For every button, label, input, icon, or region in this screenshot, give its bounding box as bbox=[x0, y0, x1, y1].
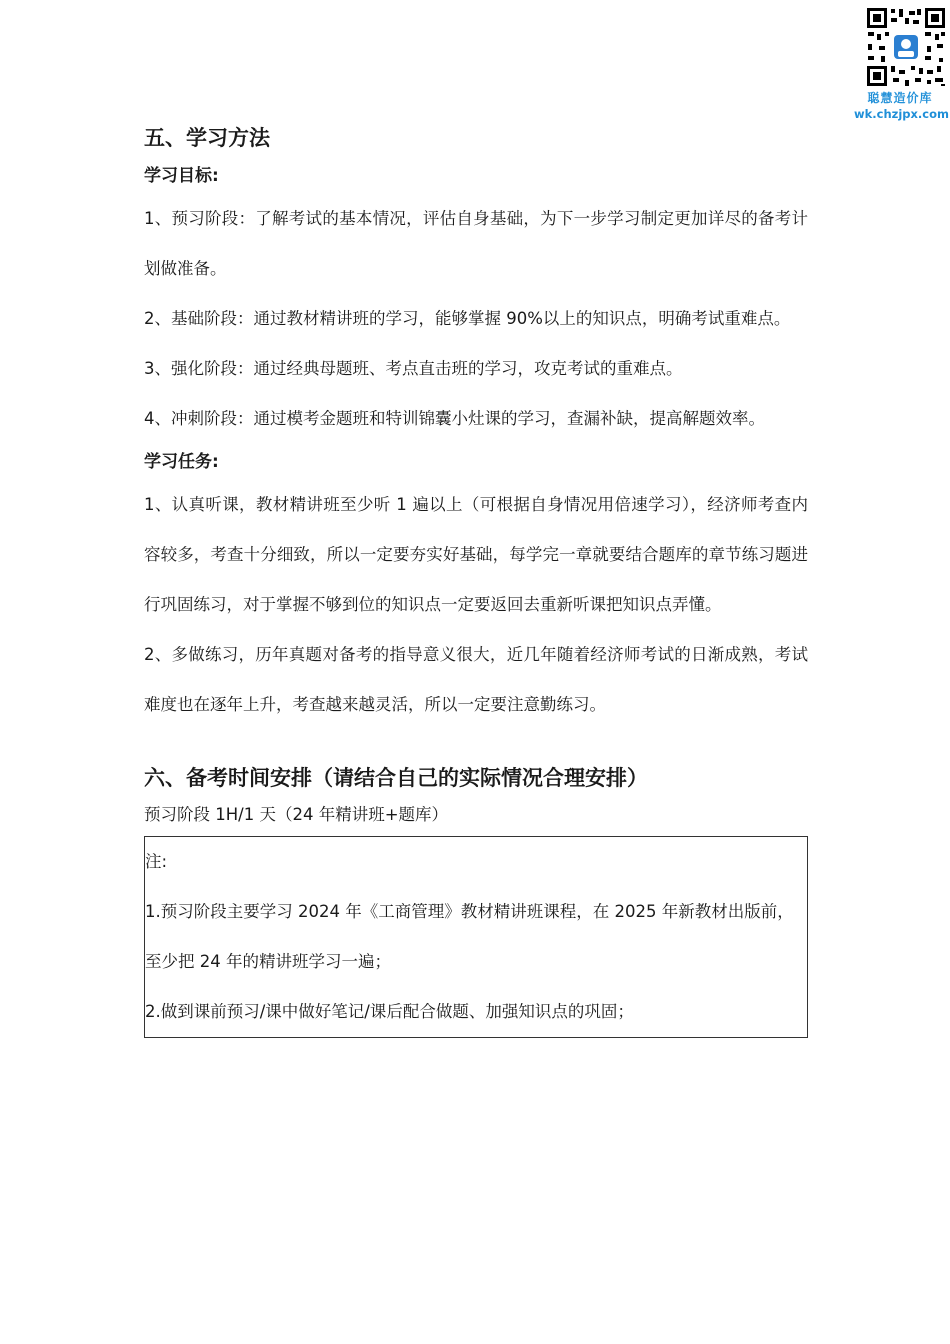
note-box bbox=[144, 836, 808, 1038]
tasks-heading: 学习任务: bbox=[144, 452, 219, 472]
goals-heading: 学习目标: bbox=[144, 166, 219, 186]
section-6-title: 六、备考时间安排（请结合自己的实际情况合理安排） bbox=[144, 766, 648, 790]
goal-item-3: 3、强化阶段：通过经典母题班、考点直击班的学习，攻克考试的重难点。 bbox=[144, 359, 683, 378]
note-item-1: 1.预习阶段主要学习 2024 年《工商管理》教材精讲班课程，在 2025 年新教材出版前，至少把 24 年的精讲班学习一遍； bbox=[145, 902, 794, 971]
task-item-1: 1、认真听课，教材精讲班至少听 1 遍以上（可根据自身情况用倍速学习），经济师考查内容较多，考查十分细致，所以一定要夯实好基础，每学完一章就要结合题库的章节练习题进行巩固练习，对于掌握不够到位的知识点一定要返回去重新听课把知识点弄懂。 bbox=[144, 495, 808, 614]
goal-item-1: 1、预习阶段：了解考试的基本情况，评估自身基础，为下一步学习制定更加详尽的备考计划做准备。 bbox=[144, 209, 808, 278]
goal-item-4: 4、冲刺阶段：通过模考金题班和特训锦囊小灶课的学习，查漏补缺，提高解题效率。 bbox=[144, 409, 765, 428]
goal-item-2: 2、基础阶段：通过教材精讲班的学习，能够掌握 90%以上的知识点，明确考试重难点。 bbox=[144, 309, 791, 328]
brand-qr-block[interactable] bbox=[854, 6, 949, 122]
stage-line: 预习阶段 1H/1 天（24 年精讲班+题库） bbox=[144, 805, 449, 824]
brand-name: 聪慧造价库 bbox=[867, 91, 933, 105]
note-label: 注: bbox=[145, 852, 168, 871]
brand-url-link[interactable]: wk.chzjpx.com bbox=[854, 107, 949, 121]
note-item-2: 2.做到课前预习/课中做好笔记/课后配合做题、加强知识点的巩固； bbox=[145, 1002, 634, 1021]
qr-code-icon bbox=[865, 6, 947, 88]
task-item-2: 2、多做练习，历年真题对备考的指导意义很大，近几年随着经济师考试的日渐成熟，考试难度也在逐年上升，考查越来越灵活，所以一定要注意勤练习。 bbox=[144, 645, 808, 714]
document-body bbox=[144, 118, 808, 1038]
section-5-title: 五、学习方法 bbox=[144, 126, 270, 150]
